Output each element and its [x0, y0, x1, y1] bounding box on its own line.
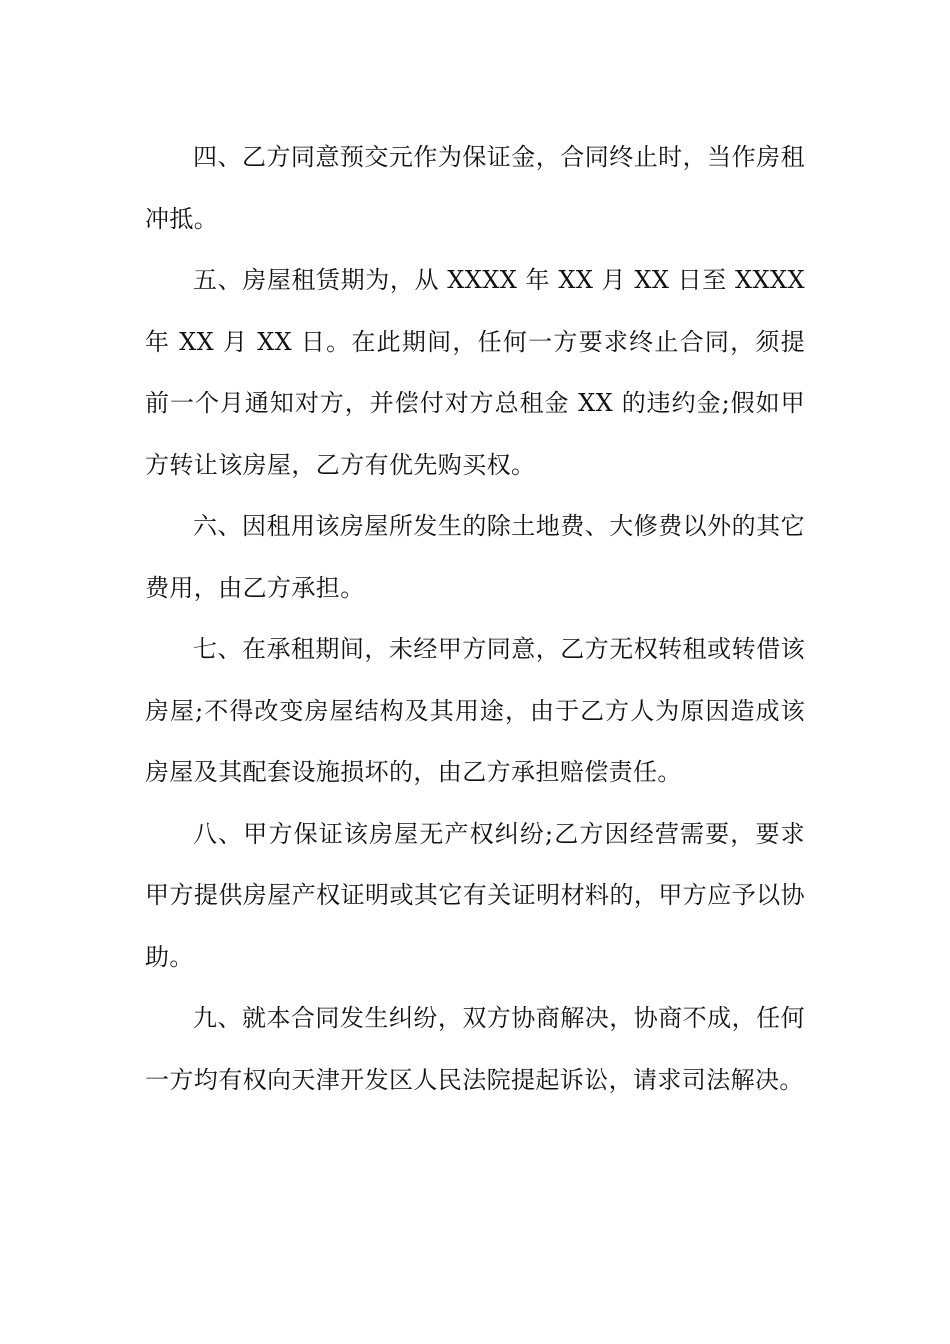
clause-8-paragraph: 八、甲方保证该房屋无产权纠纷;乙方因经营需要，要求甲方提供房屋产权证明或其它有关证明材料的，甲方应予以协助。: [145, 819, 805, 971]
clause-5-paragraph: 五、房屋租赁期为，从 XXXX 年 XX 月 XX 日至 XXXX 年 XX 月 XX 日。在此期间，任何一方要求终止合同，须提前一个月通知对方，并偿付对方总租金 XX 的违约金;假如甲方转让该房屋，乙方有优先购买权。: [145, 266, 805, 479]
clause-7-paragraph: 七、在承租期间，未经甲方同意，乙方无权转租或转借该房屋;不得改变房屋结构及其用途，由于乙方人为原因造成该房屋及其配套设施损坏的，由乙方承担赔偿责任。: [145, 635, 805, 786]
clause-9-paragraph: 九、就本合同发生纠纷，双方协商解决，协商不成，任何一方均有权向天津开发区人民法院提起诉讼，请求司法解决。: [145, 1004, 805, 1094]
clause-4-paragraph: 四、乙方同意预交元作为保证金，合同终止时，当作房租冲抵。: [145, 143, 805, 233]
clause-6-paragraph: 六、因租用该房屋所发生的除土地费、大修费以外的其它费用，由乙方承担。: [145, 512, 805, 602]
document-body: [145, 127, 805, 1111]
